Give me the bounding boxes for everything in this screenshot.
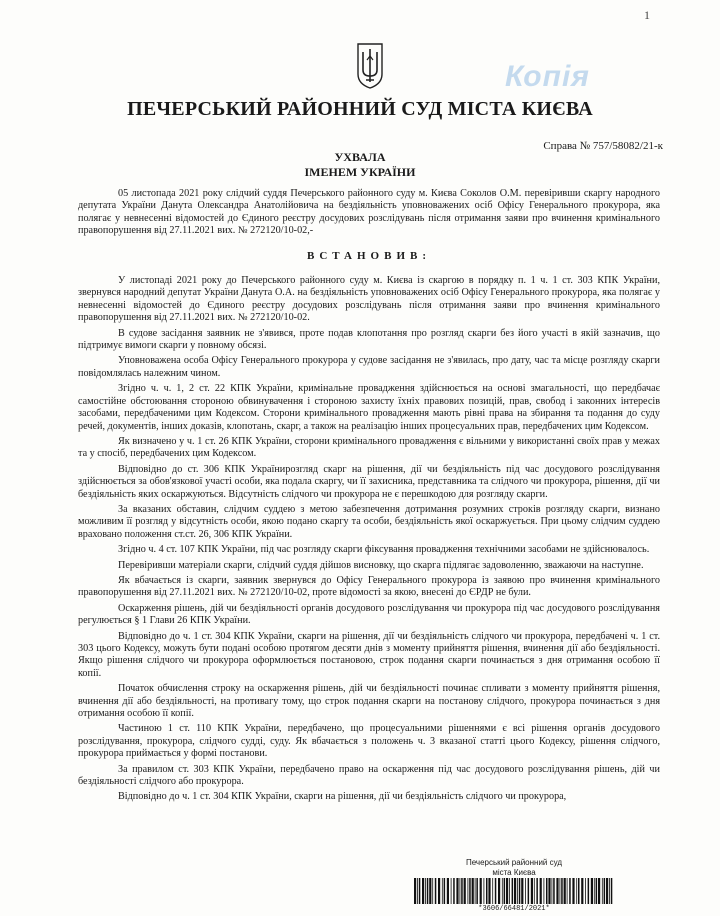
barcode <box>414 878 614 904</box>
paragraph: Згідно ч. ч. 1, 2 ст. 22 КПК України, кримінальне провадження здійснюється на основі змагальності, що передбачає самостійне обстоювання стороною обвинувачення і стороною захисту їхніх правових позицій, прав, свобод і законних інтересів засобами, передбаченими цим Кодексом. Сторони кримінального провадження мають рівні права на збирання та подання до суду речей, документів, інших доказів, клопотань, скарг, а також на реалізацію інших процесуальних прав, передбачених цим Кодексом. <box>78 383 660 432</box>
paragraph: Згідно ч. 4 ст. 107 КПК України, під час розгляду скарги фіксування провадження технічними засобами не здійснювалось. <box>118 544 650 556</box>
case-number: Справа № 757/58082/21-к <box>543 140 663 152</box>
footer-city: міста Києва <box>492 868 536 877</box>
paragraph: У листопаді 2021 року до Печерського районного суду м. Києва із скаргою в порядку п. 1 ч. 1 ст. 303 КПК України, звернувся народний депутат України Данута О.А. на бездіяльність уповноважених осіб Офісу Генерального прокурора, яка полягає у невнесенні відомостей до Єдиного реєстру досудових розслідувань після отримання заяви про вчинення кримінального правопорушення від 27.11.2021 вих. № 272120/10-02. <box>78 275 660 324</box>
doc-type: УХВАЛА <box>334 150 386 164</box>
doc-name: ІМЕНЕМ УКРАЇНИ <box>304 165 416 179</box>
paragraph: Початок обчислення строку на оскарження рішень, дій чи бездіяльності починає спливати з моменту прийняття рішення, вчинення дії або бездіяльності, на противагу тому, що строк подання скарги на постанову слідчого, прокурора починається з дня отримання особою її копії. <box>78 683 660 720</box>
copy-stamp: Копія <box>505 60 590 93</box>
paragraph: Як визначено у ч. 1 ст. 26 КПК України, сторони кримінального провадження є вільними у використанні своїх прав у межах та у спосіб, передбачених цим Кодексом. <box>78 435 660 460</box>
paragraph: Частиною 1 ст. 110 КПК України, передбачено, що процесуальними рішеннями є всі рішення органів досудового розслідування, прокурора, слідчого судді, суду. Як вбачається з положень ч. 3 вказаної статті цього Кодексу, рішення слідчого, прокурора приймається у формі постанови. <box>78 723 660 760</box>
document-body <box>78 188 660 807</box>
document-heading <box>0 150 720 180</box>
paragraph: Оскарження рішень, дій чи бездіяльності органів досудового розслідування чи прокурора під час досудового розслідування регулюється § 1 Глави 26 КПК України. <box>78 602 660 627</box>
paragraph: В судове засідання заявник не з'явився, проте подав клопотання про розгляд скарги без його участі в якій зазначив, що підтримує вимоги скарги у повному обсязі. <box>78 327 660 352</box>
page-number: 1 <box>644 8 650 22</box>
section-title: ВСТАНОВИВ: <box>306 249 432 262</box>
paragraph: Відповідно до ст. 306 КПК Українирозгляд скарг на рішення, дії чи бездіяльність під час досудового розслідування здійснюється за обов'язкової участі особи, яка подала скаргу, чи її захисника, представника та слідчого чи прокурора, рішення, дії чи бездіяльність яких оскаржуються. Відсутність слідчого чи прокурора не є перешкодою для розгляду скарги. <box>78 463 660 500</box>
barcode-number: *3606/66481/2021* <box>478 905 550 913</box>
trident-emblem-icon <box>355 40 385 90</box>
paragraph: Перевіривши матеріали скарги, слідчий суддя дійшов висновку, що скарга підлягає задоволенню, зважаючи на наступне. <box>118 559 644 571</box>
paragraph: Відповідно до ч. 1 ст. 304 КПК України, скарги на рішення, дії чи бездіяльність слідчого чи прокурора, передбачені ч. 1 ст. 303 цього Кодексу, можуть бути подані особою протягом десяти днів з моменту прийняття рішення, вчинення дії або бездіяльності. Якщо рішення слідчого чи прокурора оформлюється постановою, строк подання скарги починається з дня отримання особою її копії. <box>78 630 660 679</box>
court-title: ПЕЧЕРСЬКИЙ РАЙОННИЙ СУД МІСТА КИЄВА <box>127 98 593 120</box>
intro-paragraph: 05 листопада 2021 року слідчий суддя Печерського районного суду м. Києва Соколов О.М. перевіривши скаргу народного депутата України Данута Олександра Анатолійовича на бездіяльність уповноважених осіб Офісу Генерального прокурора, яка полягає у невнесенні відомостей до Єдиного реєстру досудових розслідувань після отримання заяви про вчинення кримінального правопорушення від 27.11.2021 вих. № 272120/10-02,- <box>78 188 660 237</box>
paragraph: Як вбачається із скарги, заявник звернувся до Офісу Генерального прокурора із заявою про вчинення кримінального правопорушення від 27.11.2021 вих. № 272120/10-02, проте відомості за якою, внесені до ЄРДР не були. <box>78 574 660 599</box>
footer-court <box>414 858 614 878</box>
paragraph: За правилом ст. 303 КПК України, передбачено право на оскарження під час досудового розслідування рішень, дій чи бездіяльності слідчого або прокурора. <box>78 763 660 788</box>
paragraph: Відповідно до ч. 1 ст. 304 КПК України, скарги на рішення, дії чи бездіяльність слідчого чи прокурора, <box>118 791 567 803</box>
paragraph: За вказаних обставин, слідчим суддею з метою забезпечення дотримання розумних строків розгляду скарги, визнано можливим її розгляд у відсутність особи, якою подано скаргу та особи, бездіяльність якої оскаржується. При цьому слідчим суддею враховано положення ст.ст. 26, 306 КПК України. <box>78 503 660 540</box>
footer-court-name: Печерський районний суд <box>465 858 563 867</box>
paragraph: Уповноважена особа Офісу Генерального прокурора у судове засідання не з'явилась, про дату, час та місце розгляду скарги повідомлялась належним чином. <box>78 355 660 379</box>
